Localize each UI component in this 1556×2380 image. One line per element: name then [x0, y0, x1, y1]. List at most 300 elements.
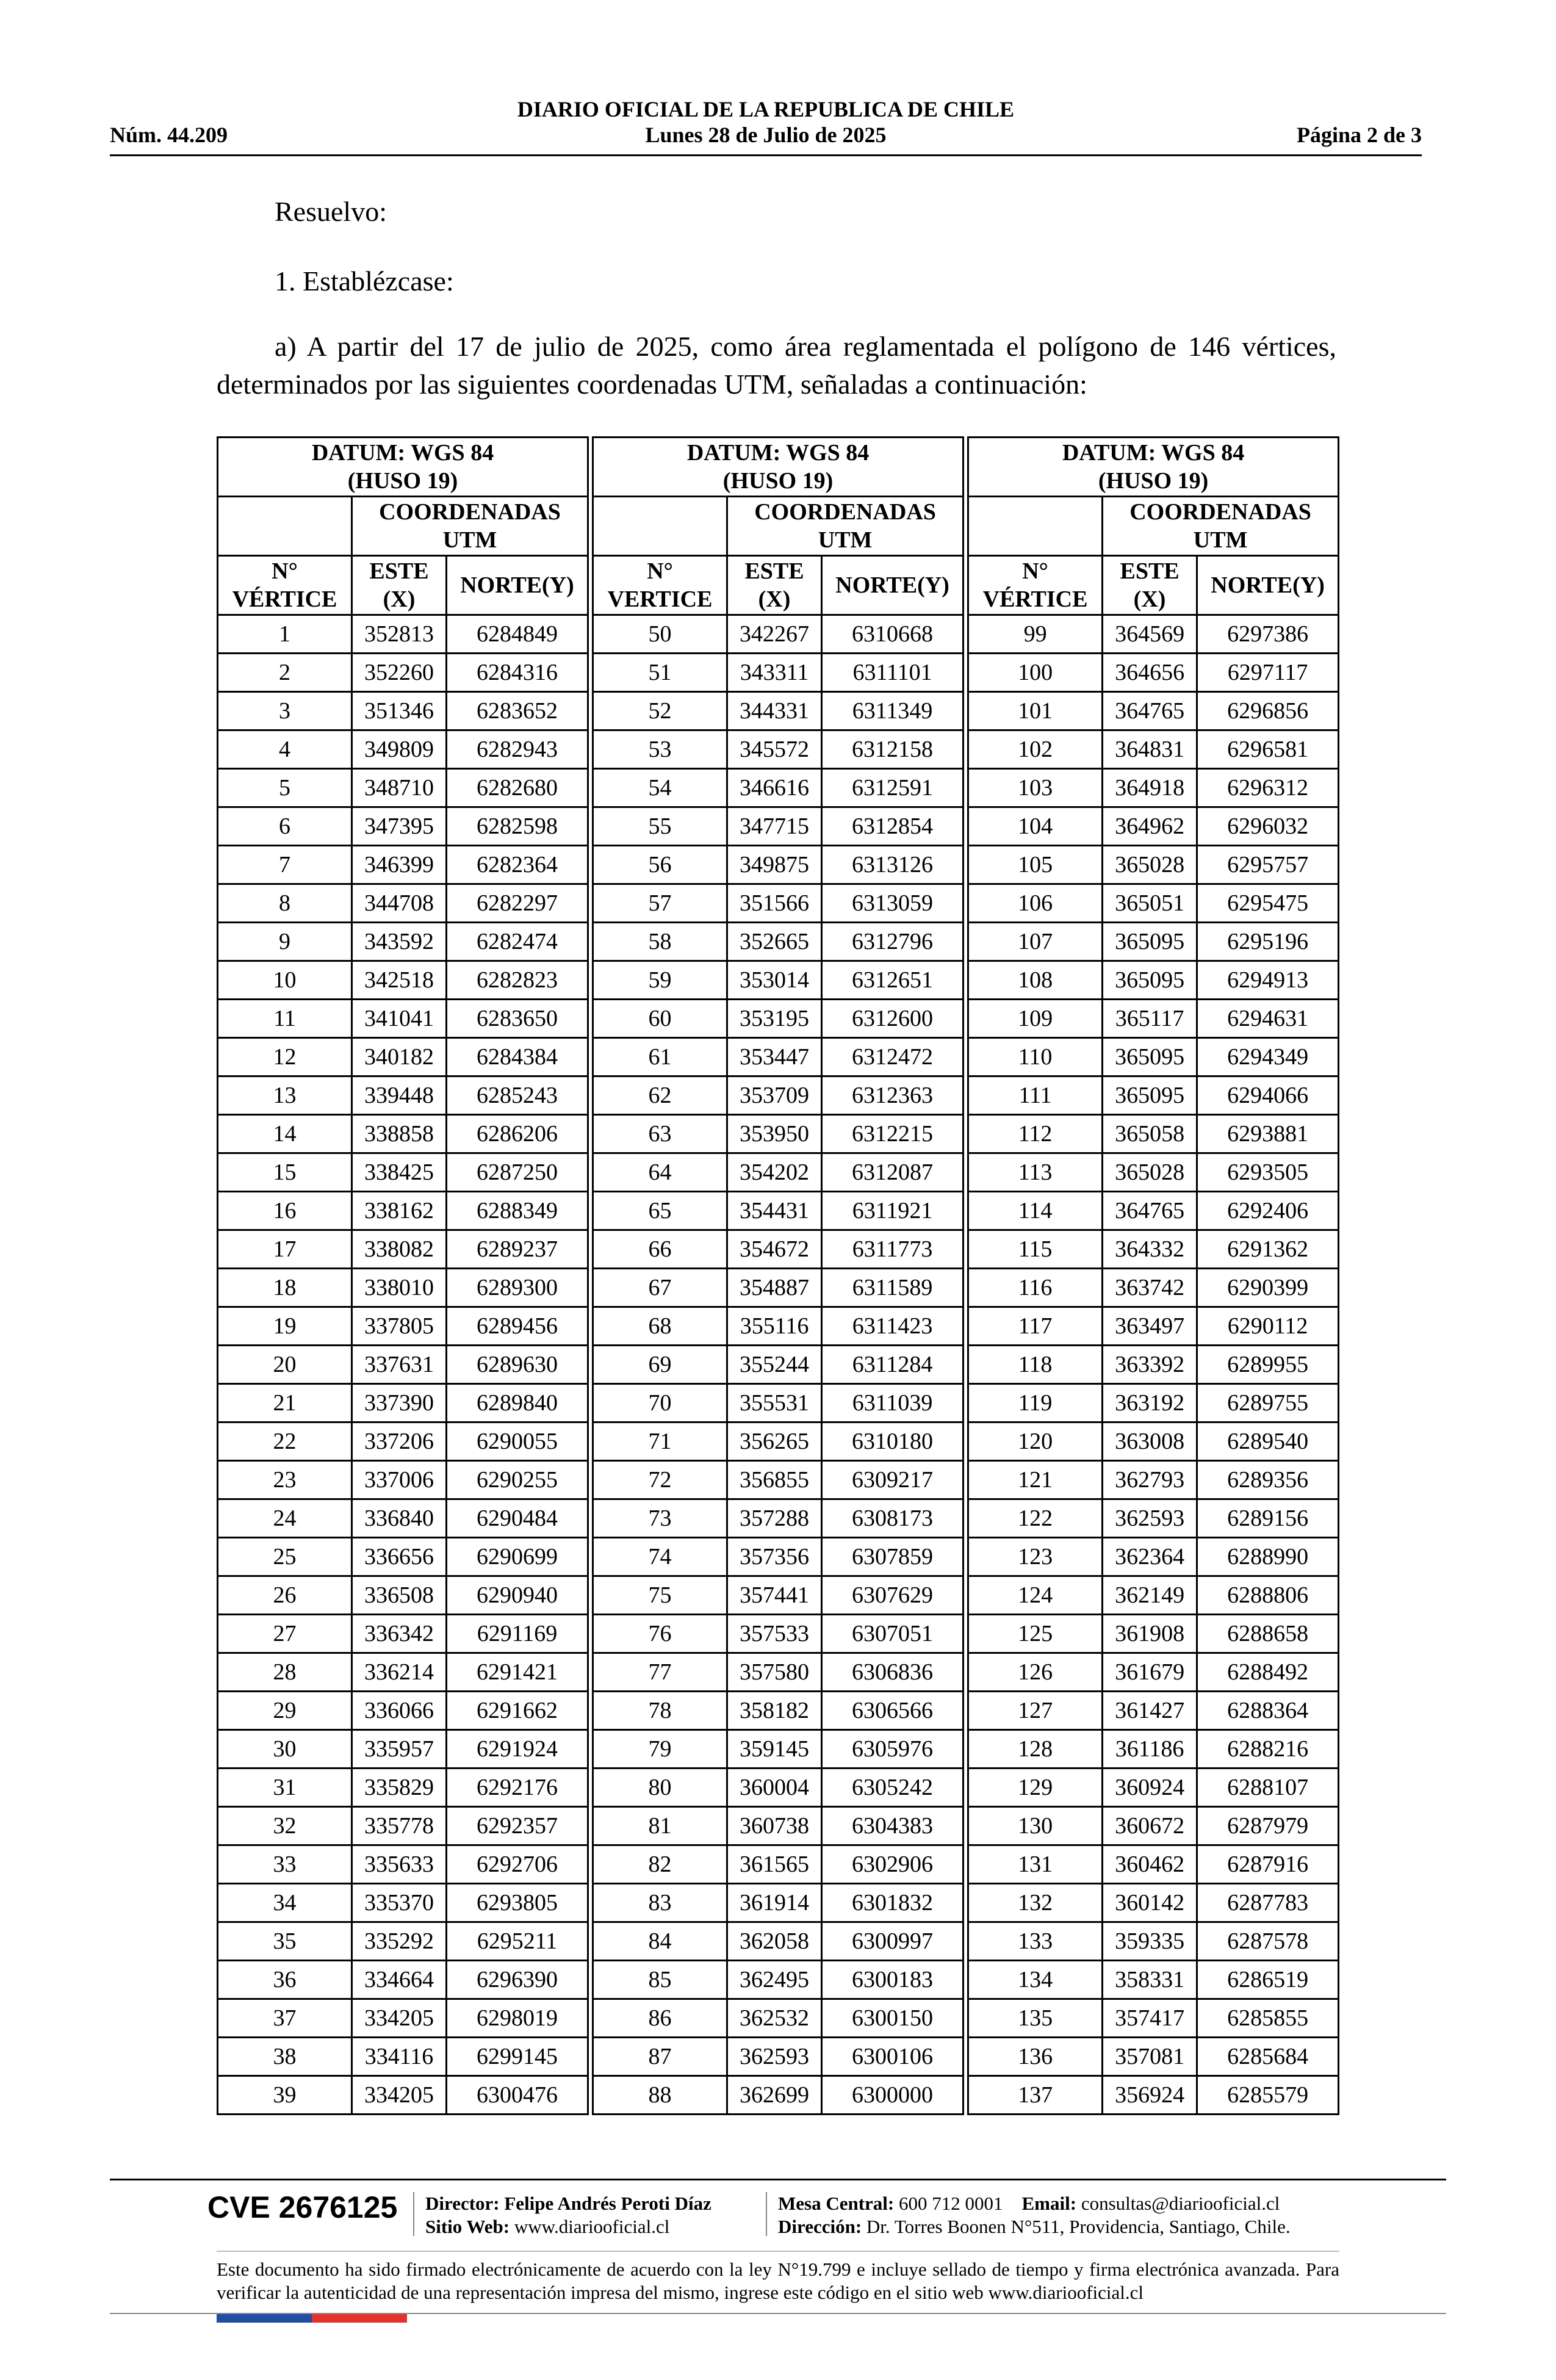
footer-contact-block: [778, 2192, 1291, 2238]
table-row: [218, 1038, 1339, 1076]
huso-label: (HUSO 19): [1098, 468, 1209, 494]
vertex-number-cell: 60: [593, 1000, 727, 1038]
norte-cell: 6285579: [1197, 2076, 1339, 2115]
este-cell: 349809: [352, 730, 447, 769]
vertex-number-cell: 113: [968, 1153, 1103, 1192]
este-cell: 365095: [1103, 1038, 1197, 1076]
empty-cell: [968, 497, 1103, 556]
cve-code: CVE 2676125: [207, 2190, 398, 2224]
este-cell: 357081: [1103, 2038, 1197, 2076]
norte-cell: 6311284: [822, 1346, 963, 1384]
este-cell: 338082: [352, 1230, 447, 1269]
vertex-number-cell: 57: [593, 884, 727, 923]
norte-cell: 6290112: [1197, 1307, 1339, 1346]
este-cell: 355531: [727, 1384, 822, 1423]
este-cell: 353014: [727, 961, 822, 1000]
este-cell: 353709: [727, 1076, 822, 1115]
vertex-number-cell: 72: [593, 1461, 727, 1499]
vertex-number-cell: 33: [218, 1845, 352, 1884]
norte-cell: 6311773: [822, 1230, 963, 1269]
column-gap: [963, 1807, 968, 1845]
este-cell: 361565: [727, 1845, 822, 1884]
datum-label: DATUM: WGS 84: [1062, 440, 1245, 466]
column-gap: [963, 1423, 968, 1461]
director-label: Director:: [425, 2193, 500, 2214]
este-cell: 365028: [1103, 1153, 1197, 1192]
column-gap: [963, 2038, 968, 2076]
column-gap: [963, 1499, 968, 1538]
este-cell: 345572: [727, 730, 822, 769]
norte-cell: 6294631: [1197, 1000, 1339, 1038]
column-gap: [963, 1922, 968, 1961]
este-cell: 362593: [1103, 1499, 1197, 1538]
este-cell: 364332: [1103, 1230, 1197, 1269]
vertex-number-cell: 101: [968, 692, 1103, 730]
column-gap: [963, 1000, 968, 1038]
norte-cell: 6296032: [1197, 807, 1339, 846]
norte-cell: 6297117: [1197, 654, 1339, 692]
table-row: [218, 1499, 1339, 1538]
vertex-number-cell: 28: [218, 1653, 352, 1692]
vertex-number-cell: 76: [593, 1615, 727, 1653]
column-gap: [963, 1961, 968, 1999]
norte-cell: 6304383: [822, 1807, 963, 1845]
norte-cell: 6287578: [1197, 1922, 1339, 1961]
table-row: [218, 1346, 1339, 1384]
column-gap: [963, 1999, 968, 2038]
norte-cell: 6284316: [447, 654, 588, 692]
este-cell: 364918: [1103, 769, 1197, 807]
vertex-number-cell: 21: [218, 1384, 352, 1423]
vertex-number-cell: 50: [593, 615, 727, 654]
este-cell: 362699: [727, 2076, 822, 2115]
vertex-number-cell: 14: [218, 1115, 352, 1153]
norte-cell: 6297386: [1197, 615, 1339, 654]
column-gap: [588, 846, 593, 884]
este-cell: 362149: [1103, 1576, 1197, 1615]
vertex-number-cell: 5: [218, 769, 352, 807]
table-row: [218, 1576, 1339, 1615]
este-cell: 355244: [727, 1346, 822, 1384]
footer-divider-mid: [217, 2251, 1339, 2252]
norte-cell: 6282823: [447, 961, 588, 1000]
norte-cell: 6296390: [447, 1961, 588, 1999]
vertex-number-cell: 36: [218, 1961, 352, 1999]
norte-cell: 6300150: [822, 1999, 963, 2038]
este-cell: 347715: [727, 807, 822, 846]
este-cell: 359145: [727, 1730, 822, 1769]
table-row: [218, 846, 1339, 884]
este-cell: 362364: [1103, 1538, 1197, 1576]
utm-label: UTM: [442, 527, 497, 553]
norte-cell: 6296581: [1197, 730, 1339, 769]
este-cell: 363192: [1103, 1384, 1197, 1423]
vertex-number-cell: 122: [968, 1499, 1103, 1538]
vertex-number-cell: 1: [218, 615, 352, 654]
norte-cell: 6300000: [822, 2076, 963, 2115]
email-link[interactable]: consultas@diariooficial.cl: [1081, 2193, 1280, 2214]
vertex-number-cell: 104: [968, 807, 1103, 846]
vertex-number-cell: 125: [968, 1615, 1103, 1653]
column-gap: [963, 1538, 968, 1576]
este-cell: 351346: [352, 692, 447, 730]
este-cell: 356265: [727, 1423, 822, 1461]
norte-cell: 6310180: [822, 1423, 963, 1461]
norte-cell: 6289540: [1197, 1423, 1339, 1461]
este-cell: 343311: [727, 654, 822, 692]
norte-cell: 6305976: [822, 1730, 963, 1769]
datum-label: DATUM: WGS 84: [311, 440, 494, 466]
este-cell: 359335: [1103, 1922, 1197, 1961]
norte-cell: 6284849: [447, 615, 588, 654]
norte-cell: 6288349: [447, 1192, 588, 1230]
table-row: [218, 1538, 1339, 1576]
column-gap: [963, 1692, 968, 1730]
datum-header-1: [218, 438, 588, 497]
datum-header-3: [968, 438, 1339, 497]
norte-cell: 6290699: [447, 1538, 588, 1576]
table-row: [218, 1769, 1339, 1807]
vertex-number-cell: 67: [593, 1269, 727, 1307]
norte-cell: 6282364: [447, 846, 588, 884]
vertex-number-cell: 132: [968, 1884, 1103, 1922]
table-row: [218, 1730, 1339, 1769]
este-cell: 356924: [1103, 2076, 1197, 2115]
este-cell: 363497: [1103, 1307, 1197, 1346]
issue-number: Núm. 44.209: [110, 123, 228, 147]
este-cell: 357441: [727, 1576, 822, 1615]
norte-cell: 6289955: [1197, 1346, 1339, 1384]
norte-cell: 6282680: [447, 769, 588, 807]
norte-cell: 6289300: [447, 1269, 588, 1307]
table-row: [218, 2038, 1339, 2076]
norte-cell: 6311039: [822, 1384, 963, 1423]
este-cell: 336342: [352, 1615, 447, 1653]
vertex-number-cell: 102: [968, 730, 1103, 769]
norte-cell: 6311589: [822, 1269, 963, 1307]
column-gap: [588, 1807, 593, 1845]
empty-cell: [593, 497, 727, 556]
norte-cell: 6311349: [822, 692, 963, 730]
vertex-number-cell: 88: [593, 2076, 727, 2115]
este-cell: 360738: [727, 1807, 822, 1845]
vertex-number-cell: 17: [218, 1230, 352, 1269]
este-label: ESTE: [1120, 558, 1180, 584]
table-row: [218, 1307, 1339, 1346]
este-cell: 344708: [352, 884, 447, 923]
este-cell: 364765: [1103, 692, 1197, 730]
norte-cell: 6300183: [822, 1961, 963, 1999]
este-cell: 352260: [352, 654, 447, 692]
norte-cell: 6312591: [822, 769, 963, 807]
vertex-number-cell: 84: [593, 1922, 727, 1961]
este-cell: 360924: [1103, 1769, 1197, 1807]
column-gap: [588, 961, 593, 1000]
column-gap: [588, 615, 593, 654]
norte-cell: 6311101: [822, 654, 963, 692]
utm-label: UTM: [1193, 527, 1248, 553]
este-cell: 353195: [727, 1000, 822, 1038]
norte-cell: 6306836: [822, 1653, 963, 1692]
norte-cell: 6311423: [822, 1307, 963, 1346]
column-gap: [588, 769, 593, 807]
vertex-number-cell: 137: [968, 2076, 1103, 2115]
table-row: [218, 1922, 1339, 1961]
este-cell: 334664: [352, 1961, 447, 1999]
column-gap: [588, 1615, 593, 1653]
vertex-number-cell: 79: [593, 1730, 727, 1769]
norte-cell: 6283650: [447, 1000, 588, 1038]
column-gap: [588, 1307, 593, 1346]
vertex-number-cell: 27: [218, 1615, 352, 1653]
vertex-number-cell: 120: [968, 1423, 1103, 1461]
vertex-header-3: [968, 556, 1103, 615]
este-header: [1103, 556, 1197, 615]
vertex-number-cell: 135: [968, 1999, 1103, 2038]
norte-cell: 6284384: [447, 1038, 588, 1076]
este-cell: 358182: [727, 1692, 822, 1730]
norte-cell: 6282474: [447, 923, 588, 961]
web-link[interactable]: www.diariooficial.cl: [514, 2216, 670, 2237]
este-cell: 335633: [352, 1845, 447, 1884]
table-row: [218, 1000, 1339, 1038]
este-cell: 334116: [352, 2038, 447, 2076]
address-value: Dr. Torres Boonen N°511, Providencia, Santiago, Chile.: [866, 2216, 1291, 2237]
vertex-number-cell: 119: [968, 1384, 1103, 1423]
vertex-no-label: N°: [647, 558, 673, 584]
column-gap: [588, 1538, 593, 1576]
este-cell: 357533: [727, 1615, 822, 1653]
norte-cell: 6301832: [822, 1884, 963, 1922]
norte-cell: 6313126: [822, 846, 963, 884]
vertex-number-cell: 51: [593, 654, 727, 692]
norte-cell: 6300476: [447, 2076, 588, 2115]
vertex-number-cell: 116: [968, 1269, 1103, 1307]
norte-cell: 6288658: [1197, 1615, 1339, 1653]
vertex-number-cell: 23: [218, 1461, 352, 1499]
este-cell: 335829: [352, 1769, 447, 1807]
column-gap: [963, 1384, 968, 1423]
vertex-number-cell: 65: [593, 1192, 727, 1230]
vertex-number-cell: 130: [968, 1807, 1103, 1845]
huso-label: (HUSO 19): [722, 468, 834, 494]
column-gap: [588, 1769, 593, 1807]
vertex-number-cell: 56: [593, 846, 727, 884]
vertex-number-cell: 106: [968, 884, 1103, 923]
column-gap: [588, 1153, 593, 1192]
este-cell: 337631: [352, 1346, 447, 1384]
vertex-number-cell: 74: [593, 1538, 727, 1576]
column-gap: [963, 1307, 968, 1346]
este-cell: 341041: [352, 1000, 447, 1038]
table-row: [218, 961, 1339, 1000]
este-cell: 349875: [727, 846, 822, 884]
establezcase-paragraph: 1. Establézcase:: [275, 265, 454, 297]
column-gap: [588, 923, 593, 961]
este-cell: 354672: [727, 1230, 822, 1269]
column-gap: [588, 1269, 593, 1307]
table-row: [218, 730, 1339, 769]
empty-cell: [218, 497, 352, 556]
este-cell: 364765: [1103, 1192, 1197, 1230]
vertex-label: VÉRTICE: [232, 586, 337, 612]
norte-cell: 6292357: [447, 1807, 588, 1845]
este-cell: 335370: [352, 1884, 447, 1922]
este-cell: 336066: [352, 1692, 447, 1730]
table-row: [218, 1845, 1339, 1884]
column-gap: [588, 1692, 593, 1730]
column-gap: [963, 692, 968, 730]
este-cell: 360672: [1103, 1807, 1197, 1845]
norte-cell: 6288492: [1197, 1653, 1339, 1692]
norte-cell: 6285855: [1197, 1999, 1339, 2038]
norte-cell: 6307629: [822, 1576, 963, 1615]
este-cell: 337805: [352, 1307, 447, 1346]
column-gap: [963, 1153, 968, 1192]
norte-header: NORTE(Y): [447, 556, 588, 615]
column-gap: [963, 1115, 968, 1153]
column-gap: [963, 730, 968, 769]
norte-cell: 6282943: [447, 730, 588, 769]
vertex-number-cell: 8: [218, 884, 352, 923]
vertex-number-cell: 110: [968, 1038, 1103, 1076]
column-gap: [588, 1461, 593, 1499]
column-gap: [588, 1423, 593, 1461]
norte-cell: 6292706: [447, 1845, 588, 1884]
table-row: [218, 1653, 1339, 1692]
column-gap: [963, 1769, 968, 1807]
column-gap: [963, 1615, 968, 1653]
norte-cell: 6312854: [822, 807, 963, 846]
column-gap: [588, 2038, 593, 2076]
este-cell: 361914: [727, 1884, 822, 1922]
vertex-number-cell: 111: [968, 1076, 1103, 1115]
norte-cell: 6288216: [1197, 1730, 1339, 1769]
vertex-number-cell: 58: [593, 923, 727, 961]
este-cell: 337006: [352, 1461, 447, 1499]
table-row: [218, 1076, 1339, 1115]
vertex-number-cell: 39: [218, 2076, 352, 2115]
norte-cell: 6288107: [1197, 1769, 1339, 1807]
publication-date: Lunes 28 de Julio de 2025: [645, 123, 887, 147]
vertex-number-cell: 109: [968, 1000, 1103, 1038]
norte-cell: 6294349: [1197, 1038, 1339, 1076]
este-cell: 348710: [352, 769, 447, 807]
norte-cell: 6295211: [447, 1922, 588, 1961]
este-cell: 343592: [352, 923, 447, 961]
este-cell: 351566: [727, 884, 822, 923]
norte-cell: 6282598: [447, 807, 588, 846]
este-cell: 338858: [352, 1115, 447, 1153]
norte-cell: 6294066: [1197, 1076, 1339, 1115]
este-cell: 357356: [727, 1538, 822, 1576]
vertex-number-cell: 69: [593, 1346, 727, 1384]
vertex-number-cell: 25: [218, 1538, 352, 1576]
norte-cell: 6312215: [822, 1115, 963, 1153]
footer-separator: [413, 2192, 414, 2236]
coord-header-1: [352, 497, 588, 556]
column-gap: [588, 884, 593, 923]
norte-cell: 6312796: [822, 923, 963, 961]
signature-note: Este documento ha sido firmado electrónicamente de acuerdo con la ley N°19.799 e incluye sellado de tiempo y firma electrónica avanzada. Para verificar la autenticidad de una representación impresa del mismo, ingrese este código en el sitio web www.diariooficial.cl: [217, 2259, 1339, 2303]
table-row: [218, 769, 1339, 807]
column-gap: [588, 1038, 593, 1076]
vertex-number-cell: 128: [968, 1730, 1103, 1769]
table-row: [218, 2076, 1339, 2115]
vertex-number-cell: 31: [218, 1769, 352, 1807]
norte-cell: 6287916: [1197, 1845, 1339, 1884]
vertex-number-cell: 64: [593, 1153, 727, 1192]
vertex-number-cell: 123: [968, 1538, 1103, 1576]
column-gap: [588, 1000, 593, 1038]
este-cell: 337206: [352, 1423, 447, 1461]
vertex-number-cell: 80: [593, 1769, 727, 1807]
column-gap: [963, 923, 968, 961]
column-gap: [588, 1961, 593, 1999]
footer-divider-top: [110, 2179, 1446, 2180]
flag-red-segment: [312, 2314, 407, 2323]
column-gap: [588, 1499, 593, 1538]
vertex-number-cell: 133: [968, 1922, 1103, 1961]
coord-header-3: [1103, 497, 1339, 556]
vertex-no-label: N°: [1022, 558, 1048, 584]
norte-cell: 6294913: [1197, 961, 1339, 1000]
vertex-number-cell: 16: [218, 1192, 352, 1230]
column-gap: [963, 1076, 968, 1115]
norte-cell: 6289840: [447, 1384, 588, 1423]
este-cell: 363008: [1103, 1423, 1197, 1461]
vertex-number-cell: 112: [968, 1115, 1103, 1153]
table-row: [218, 1230, 1339, 1269]
header-divider: [110, 154, 1422, 156]
vertex-number-cell: 75: [593, 1576, 727, 1615]
norte-cell: 6289630: [447, 1346, 588, 1384]
table-row: [218, 1461, 1339, 1499]
norte-cell: 6293881: [1197, 1115, 1339, 1153]
coord-label: COORDENADAS: [1129, 499, 1311, 525]
norte-cell: 6309217: [822, 1461, 963, 1499]
vertex-number-cell: 87: [593, 2038, 727, 2076]
vertex-number-cell: 117: [968, 1307, 1103, 1346]
vertex-number-cell: 10: [218, 961, 352, 1000]
vertex-number-cell: 29: [218, 1692, 352, 1730]
vertex-number-cell: 81: [593, 1807, 727, 1845]
este-cell: 335292: [352, 1922, 447, 1961]
vertex-number-cell: 121: [968, 1461, 1103, 1499]
vertex-header-2: [593, 556, 727, 615]
norte-cell: 6287250: [447, 1153, 588, 1192]
norte-cell: 6288364: [1197, 1692, 1339, 1730]
column-gap: [588, 1653, 593, 1692]
vertex-number-cell: 107: [968, 923, 1103, 961]
este-header: [727, 556, 822, 615]
norte-cell: 6285684: [1197, 2038, 1339, 2076]
este-cell: 336508: [352, 1576, 447, 1615]
vertex-number-cell: 32: [218, 1807, 352, 1845]
vertex-number-cell: 136: [968, 2038, 1103, 2076]
este-cell: 344331: [727, 692, 822, 730]
norte-cell: 6290940: [447, 1576, 588, 1615]
este-cell: 361427: [1103, 1692, 1197, 1730]
address-label: Dirección:: [778, 2216, 862, 2237]
norte-cell: 6291362: [1197, 1230, 1339, 1269]
vertex-number-cell: 59: [593, 961, 727, 1000]
utm-label: UTM: [818, 527, 873, 553]
vertex-number-cell: 3: [218, 692, 352, 730]
norte-cell: 6287783: [1197, 1884, 1339, 1922]
vertex-number-cell: 100: [968, 654, 1103, 692]
vertex-number-cell: 115: [968, 1230, 1103, 1269]
